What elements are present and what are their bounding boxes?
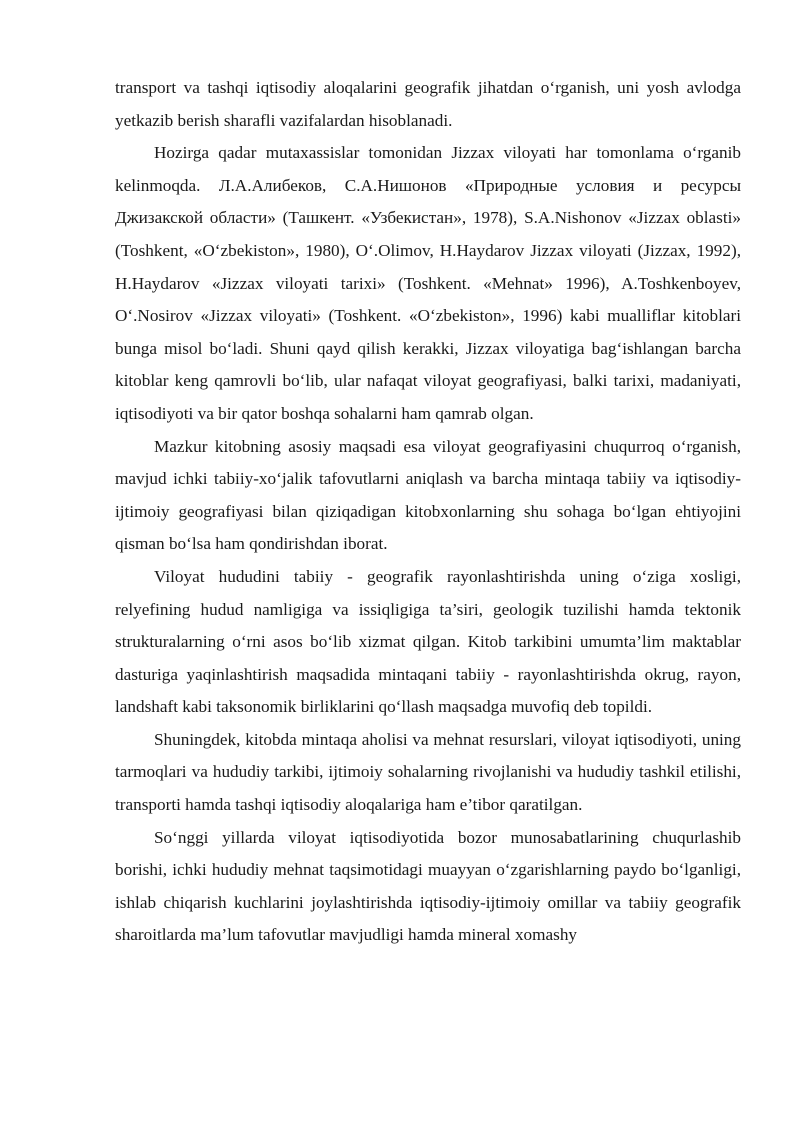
- paragraph-book-contents: Shuningdek, kitobda mintaqa aholisi va mehnat resurslari, viloyat iqtisodiyoti, uning tarmoqlari va hududiy tarkibi, ijtimoiy sohalarning rivojlanishi va hududiy tashkil etilishi, transporti hamda tashqi iqtisodiy aloqalariga ham e’tibor qaratilgan.: [115, 729, 741, 815]
- document-page: [115, 72, 741, 952]
- paragraph-recent-years: So‘nggi yillarda viloyat iqtisodiyotida bozor munosabatlarining chuqurlashib borishi, ichki hududiy mehnat taqsimotidagi muayyan o‘zgarishlarning paydo bo‘lganligi, ishlab chiqarish kuchlarini joylashtirishda iqtisodiy-ijtimoiy omillar va tabiiy geografik sharoitlarda ma’lum tafovutlar mavjudligi hamda mineral xomashy: [115, 827, 741, 945]
- paragraph-book-purpose: Mazkur kitobning asosiy maqsadi esa viloyat geografiyasini chuqurroq o‘rganish, mavjud ichki tabiiy-xo‘jalik tafovutlarni aniqlash va barcha mintaqa tabiiy va iqtisodiy-ijtimoiy geografiyasi bilan qiziqadigan kitobxonlarning shu sohaga bo‘lgan ehtiyojini qisman bo‘lsa ham qondirishdan iborat.: [115, 436, 741, 554]
- paragraph-regionalization: Viloyat hududini tabiiy - geografik rayonlashtirishda uning o‘ziga xosligi, relyefining hudud namligiga va issiqligiga ta’siri, geologik tuzilishi hamda tektonik strukturalarning o‘rni asos bo‘lib xizmat qilgan. Kitob tarkibini umumta’lim maktablar dasturiga yaqinlashtirish maqsadida mintaqani tabiiy - rayonlashtirishda okrug, rayon, landshaft kabi taksonomik birliklarini qo‘llash maqsadga muvofiq deb topildi.: [115, 566, 741, 717]
- paragraph-continuation: transport va tashqi iqtisodiy aloqalarini geografik jihatdan o‘rganish, uni yosh avlodga yetkazib berish sharafli vazifalardan hisoblanadi.: [115, 78, 741, 130]
- paragraph-prior-research: Hozirga qadar mutaxassislar tomonidan Jizzax viloyati har tomonlama o‘rganib kelinmoqda. Л.А.Алибеков, С.А.Нишонов «Природные условия и ресурсы Джизакской области» (Ташкент. «Узбекистан», 1978), S.A.Nishonov «Jizzax oblasti» (Toshkent, «O‘zbekiston», 1980), O‘.Olimov, H.Haydarov Jizzax viloyati (Jizzax, 1992), H.Haydarov «Jizzax viloyati tarixi» (Toshkent. «Mehnat» 1996), A.Toshkenboyev, O‘.Nosirov «Jizzax viloyati» (Toshkent. «O‘zbekiston», 1996) kabi mualliflar kitoblari bunga misol bo‘ladi. Shuni qayd qilish kerakki, Jizzax viloyatiga bag‘ishlangan barcha kitoblar keng qamrovli bo‘lib, ular nafaqat viloyat geografiyasi, balki tarixi, madaniyati, iqtisodiyoti va bir qator boshqa sohalarni ham qamrab olgan.: [115, 143, 741, 423]
